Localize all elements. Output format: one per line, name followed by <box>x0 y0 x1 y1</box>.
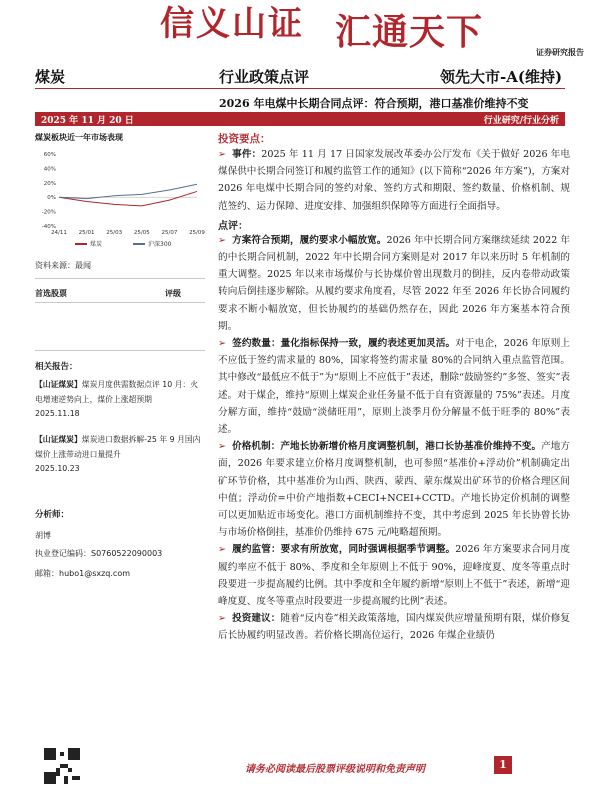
report-date: 2025 年 11 月 20 日 <box>41 116 134 126</box>
related-report-text: 煤炭月度供需数据点评 10 月：火电增速逆势向上，煤价上涨超预期 <box>35 380 199 404</box>
arrow-bullet-icon: ➢ <box>218 149 227 160</box>
y-tick-label: -40% <box>41 224 56 230</box>
legend-label: 沪深300 <box>148 241 172 248</box>
analyst-name: 胡博 <box>35 531 51 540</box>
analyst-email[interactable]: 邮箱：hubo1@sxzq.com <box>35 569 131 578</box>
qr-code-icon[interactable] <box>44 748 80 784</box>
legend-label: 煤炭 <box>90 241 103 248</box>
related-report-date: 2025.11.18 <box>35 409 80 418</box>
date-bar <box>35 112 565 126</box>
point-text: 对于电企，2026 年原则上不应低于签约需求量的 80%，国家将签约需求量 80%的合同纳入重点监管范围。其中修改“最低应不低于”为“原则上不应低于”表述，删除“鼓励签约”多签、签实”表述。对于煤企，维持“原则上煤炭企业任务量不低于自有资源量的 75%”表述。月度分解方面，维持“鼓励“淡储旺用”，原则上淡季月份分解量不低于旺季的 80%”表述。 <box>218 338 571 436</box>
point-label: 价格机制：产地长协新增价格月度调整机制，港口长协基准价维持不变。 <box>232 441 542 453</box>
series-line-1 <box>59 184 197 198</box>
point-label: 签约数量：量化指标保持一致，履约表述更加灵活。 <box>232 338 456 350</box>
y-tick-label: 0% <box>47 195 56 202</box>
header-divider <box>35 88 565 89</box>
related-reports-title: 相关报告： <box>35 362 78 372</box>
chart-source: 资料来源：最闻 <box>35 261 91 270</box>
report-subtitle: 2026 年电煤中长期合同点评：符合预期，港口基准价维持不变 <box>219 97 529 110</box>
x-tick-label: 25/01 <box>78 230 95 236</box>
event-paragraph <box>218 146 570 215</box>
analyst-license: 执业登记编码：S0760522090003 <box>35 549 163 558</box>
related-report-tag: 【山证煤炭】 <box>35 435 82 444</box>
banner-slogan-left: 信义山证 <box>160 4 304 44</box>
comments-title: 点评： <box>218 220 248 232</box>
related-report-text: 煤炭进口数据拆解-25 年 9 月国内煤价上涨带动进口量提升 <box>35 435 201 459</box>
report-type-tag: 证券研究报告 <box>536 48 584 57</box>
arrow-bullet-icon: ➢ <box>218 338 227 350</box>
industry-name: 煤炭 <box>35 68 66 86</box>
arrow-bullet-icon: ➢ <box>218 544 227 556</box>
point-text: 产地方面，2026 年要求建立价格月度调整机制，也可参照“基准价+浮动价”机制确定出矿环节价格，其中基准价为山西、陕西、蒙西、蒙东煤炭出矿环节的价格合理区间中值；浮动价=中价产地指数+CECI+NCEI+CCTD。产地长协定价机制的调整可以更加贴近市场变化。港口方面机制维持不变，其中考虑到 2025 年长协曾长协与市场价格倒挂，基准价仍维持 675 元/吨略超预期。 <box>218 441 570 539</box>
divider <box>35 302 205 303</box>
arrow-bullet-icon: ➢ <box>218 234 227 246</box>
point-label: 投资建议： <box>232 613 281 625</box>
arrow-bullet-icon: ➢ <box>218 441 227 453</box>
point-label: 方案符合预期，履约要求小幅放宽。 <box>232 234 387 246</box>
x-tick-label: 25/05 <box>133 230 150 236</box>
point-text: 2026 年方案要求合同月度履约率应不低于 80%、季度和全年原则上不低于 90%，迎峰度夏、度冬等重点时段要进一步提高履约比例。其中季度和全年履约新增“原则上不低于”表述，新增“迎峰度夏、度冬等重点时段要进一步提高履约比例”表述。 <box>218 544 571 608</box>
x-tick-label: 25/07 <box>161 230 178 236</box>
x-tick-label: 24/11 <box>51 230 67 236</box>
y-tick-label: 20% <box>43 180 56 187</box>
point-paragraph <box>218 541 570 610</box>
stock-table-header <box>35 288 205 299</box>
x-tick-label: 25/09 <box>189 230 205 236</box>
page-number: 1 <box>494 756 512 774</box>
report-type: 行业政策点评 <box>219 68 310 86</box>
market-performance-chart <box>35 144 205 254</box>
analyst-title: 分析师： <box>35 510 70 520</box>
event-label: 事件： <box>232 149 262 160</box>
y-tick-label: -20% <box>41 209 56 216</box>
related-report-item[interactable] <box>35 378 205 422</box>
point-paragraph <box>218 438 570 541</box>
report-category: 行业研究/行业分析 <box>483 116 559 126</box>
point-text: 2026 年中长期合同方案继续延续 2022 年的中长期合同机制，2022 年中长期合同方案则是对 2017 年以来历时 5 年机制的重大调整。2025 年以来市场煤价与长协煤价曾出现数月的倒挂，反内卷带动政策转向后倒挂逐步解除。从履约要求角度看，尽管 2022 年至 2026 年长协合同履约要求不断小幅放宽，但长协履约的基础仍然存在，因此 2026 年方案基本符合预期。 <box>218 234 571 332</box>
rating-col-header: 评级 <box>165 289 181 298</box>
divider <box>35 350 205 351</box>
masthead-banner <box>0 0 600 60</box>
main-content <box>218 131 570 645</box>
related-report-item[interactable] <box>35 433 205 477</box>
divider <box>35 278 205 279</box>
footer-disclaimer[interactable]: 请务必阅读最后股票评级说明和免责声明 <box>245 764 425 775</box>
arrow-bullet-icon: ➢ <box>218 613 227 625</box>
point-text: 随着“反内卷”相关政策落地，国内煤炭供应增量预期有限，煤价修复后长协履约明显改善。若价格长期高位运行，2026 年煤企业绩仍 <box>218 613 570 642</box>
point-paragraph <box>218 232 570 335</box>
related-report-date: 2025.10.23 <box>35 464 80 473</box>
industry-rating: 领先大市-A(维持) <box>440 68 563 86</box>
point-paragraph <box>218 335 570 438</box>
point-label: 履约监管：要求有所放宽，同时强调根据季节调整。 <box>232 544 456 556</box>
banner-slogan-right: 汇通天下 <box>335 11 484 53</box>
report-header <box>0 66 600 88</box>
point-paragraph <box>218 610 570 644</box>
chart-title: 煤炭板块近一年市场表现 <box>35 133 123 142</box>
y-tick-label: 60% <box>43 152 56 158</box>
x-tick-label: 25/03 <box>106 230 123 236</box>
investment-highlights-title: 投资要点： <box>218 133 271 145</box>
y-tick-label: 40% <box>43 166 56 173</box>
related-report-tag: 【山证煤炭】 <box>35 380 82 389</box>
stock-col-header: 首选股票 <box>35 289 67 298</box>
event-text: 2025 年 11 月 17 日国家发展改革委办公厅发布《关于做好 2026 年电煤保供中长期合同签订和履约监管工作的通知》(以下简称“2026 年方案”)，方案对 2026 年电煤中长期合同的签约对象、签约方式和期限、签约数量、价格机制、规范签约、运力保障、进度安排、加强组织保障等方面进行全面指导。 <box>218 149 571 212</box>
